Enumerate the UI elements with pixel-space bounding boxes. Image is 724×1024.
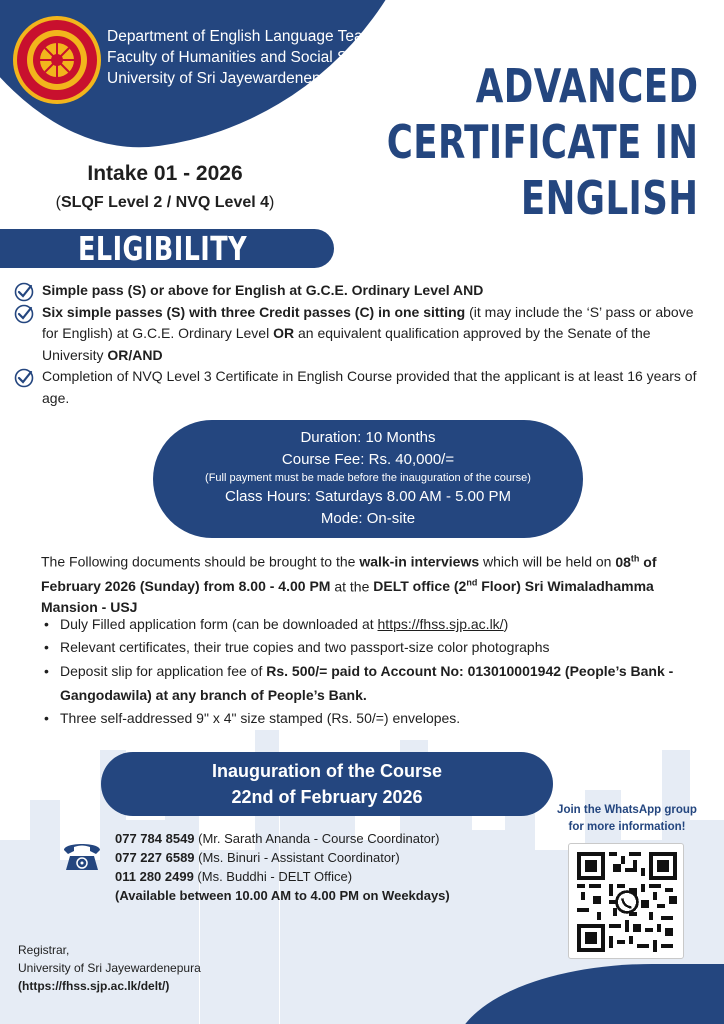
document-text: ) — [503, 616, 509, 632]
date-part: 08 — [615, 553, 631, 570]
phone-number[interactable]: 011 280 2499 — [115, 869, 194, 884]
title-line: CERTIFICATE IN — [386, 115, 698, 169]
document-item — [44, 659, 704, 707]
bullet: • — [44, 639, 49, 655]
page-title — [386, 58, 698, 226]
duration-text: Duration: 10 Months — [300, 429, 436, 446]
phone-number[interactable]: 077 227 6589 — [115, 850, 195, 865]
eligibility-item — [14, 366, 704, 409]
eligibility-text: Simple pass (S) or above for English at G.C.E. Ordinary Level AND — [42, 282, 484, 298]
registrar-title: Registrar, — [18, 943, 70, 957]
office-part: DELT office (2 — [373, 578, 467, 595]
eligibility-list — [14, 280, 704, 409]
title-line: ENGLISH — [520, 171, 698, 225]
contact-row — [115, 886, 450, 905]
document-text: Duly Filled application form (can be downloaded at — [60, 616, 378, 632]
inauguration-banner — [101, 752, 553, 816]
eligibility-heading: ELIGIBILITY — [78, 229, 248, 268]
whatsapp-text: for more information! — [568, 821, 686, 833]
whatsapp-invite — [547, 802, 707, 836]
date-part: th — [630, 553, 640, 563]
level-label — [40, 190, 290, 216]
faculty-name: Faculty of Humanities and Social Sciences — [107, 49, 400, 66]
intro-text: at the — [330, 578, 374, 595]
documents-list — [44, 613, 704, 730]
level-text: SLQF Level 2 / NVQ Level 4 — [60, 194, 270, 211]
qr-code-frame[interactable] — [568, 843, 684, 959]
course-fee-text: Course Fee: Rs. 40,000/= — [281, 451, 455, 468]
phone-number[interactable]: 077 784 8549 — [115, 831, 195, 846]
document-item — [44, 636, 704, 659]
university-name: University of Sri Jayewardenepura — [107, 70, 344, 87]
intro-text: which will be held on — [479, 553, 616, 570]
university-seal-icon — [12, 15, 102, 105]
intake-label: Intake 01 - 2026 — [87, 162, 243, 185]
check-circle-icon — [14, 282, 34, 302]
eligibility-heading-bar — [0, 229, 334, 268]
bullet: • — [44, 616, 49, 632]
title-line: ADVANCED — [475, 59, 698, 113]
mode-text: Mode: On-site — [320, 510, 416, 527]
qr-code-icon[interactable] — [577, 852, 677, 952]
contact-row — [115, 848, 450, 867]
eligibility-text: Six simple passes (S) with three Credit passes (C) in one sitting — [42, 303, 466, 320]
inauguration-title: Inauguration of the Course — [211, 761, 442, 781]
document-item — [44, 707, 704, 730]
class-hours-text: Class Hours: Saturdays 8.00 AM - 5.00 PM — [225, 488, 511, 505]
registrar-link[interactable]: (https://fhss.sjp.ac.lk/delt/) — [18, 979, 170, 993]
contact-name: (Ms. Binuri - Assistant Coordinator) — [194, 850, 400, 865]
intro-text: The Following documents should be brought to the — [41, 553, 360, 570]
office-part: Floor) Sri Wimaladhamma Mansion - USJ — [41, 578, 654, 616]
paren: ( — [55, 194, 61, 211]
whatsapp-text: Join the WhatsApp group — [557, 804, 697, 816]
document-item — [44, 613, 704, 636]
eligibility-item — [14, 302, 704, 367]
eligibility-text: Completion of NVQ Level 3 Certificate in English Course provided that the applicant is at least 16 years of age. — [42, 368, 697, 406]
intake-info — [40, 160, 290, 216]
office-part: nd — [466, 577, 478, 588]
contact-row — [115, 867, 450, 886]
course-info-panel — [153, 420, 583, 538]
date-part: of February 2026 (Sunday) from 8.00 - 4.00 PM — [41, 553, 657, 595]
eligibility-text: OR/AND — [107, 346, 163, 363]
application-form-link[interactable]: https://fhss.sjp.ac.lk/ — [377, 616, 504, 632]
department-block — [107, 26, 400, 89]
contact-row — [115, 829, 450, 848]
telephone-icon — [60, 838, 104, 874]
intro-text: walk-in interviews — [359, 553, 480, 570]
document-text: Deposit slip for application fee of — [60, 663, 267, 679]
paren: ) — [269, 194, 275, 211]
registrar-block — [18, 941, 201, 995]
availability-text: (Available between 10.00 AM to 4.00 PM on Weekdays) — [115, 888, 450, 903]
contact-name: (Ms. Buddhi - DELT Office) — [193, 869, 353, 884]
eligibility-text: OR — [273, 325, 295, 341]
check-circle-icon — [14, 368, 34, 388]
bullet: • — [44, 663, 49, 679]
eligibility-text: (it may include the ‘S’ pass or above for English) at G.C.E. Ordinary Level — [42, 303, 694, 341]
documents-intro — [41, 548, 711, 618]
eligibility-text: an equivalent qualification approved by the Senate of the University — [42, 325, 651, 363]
check-circle-icon — [14, 304, 34, 324]
registrar-university: University of Sri Jayewardenepura — [18, 961, 201, 975]
contact-name: (Mr. Sarath Ananda - Course Coordinator) — [194, 831, 440, 846]
account-details: Rs. 500/= paid to Account No: 013010001942 (People’s Bank - Gangodawila) at any branch of People’s Bank. — [60, 663, 674, 703]
document-text: Relevant certificates, their true copies and two passport-size color photographs — [60, 639, 550, 655]
bullet: • — [44, 710, 49, 726]
document-text: Three self-addressed 9" x 4" size stamped (Rs. 50/=) envelopes. — [60, 710, 461, 726]
inauguration-date: 22nd of February 2026 — [231, 787, 423, 807]
contact-list — [115, 829, 450, 905]
eligibility-item — [14, 280, 704, 302]
department-name: Department of English Language Teaching — [107, 28, 400, 45]
fee-note-text: (Full payment must be made before the inauguration of the course) — [205, 472, 531, 484]
